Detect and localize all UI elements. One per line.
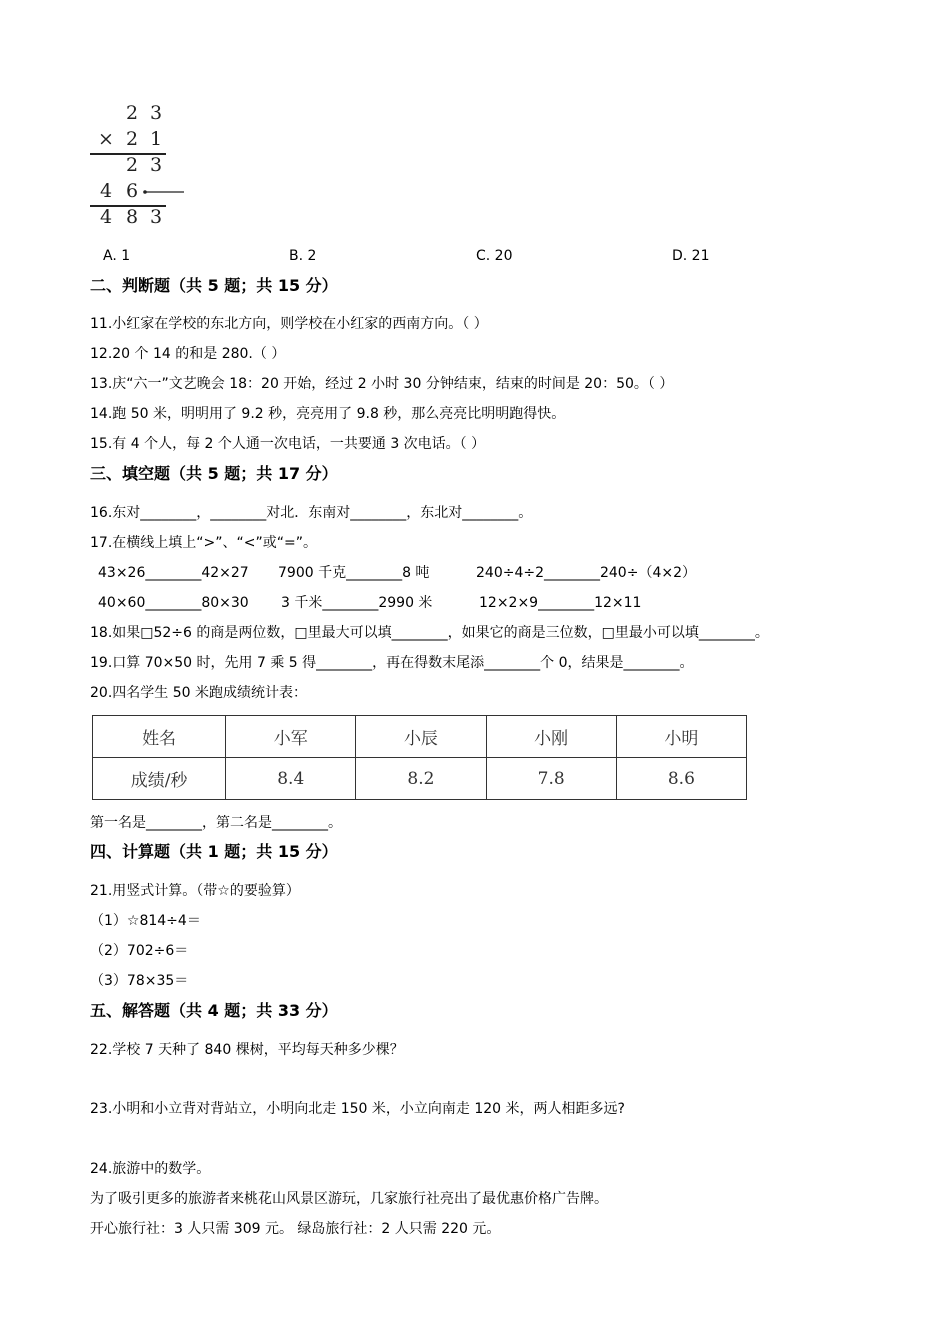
question-17-item: 3 千米________2990 米 xyxy=(281,595,433,611)
question-13: 13.庆“六一”文艺晚会 18：20 开始，经过 2 小时 30 分钟结束，结束的时间是 20：50。（ ） xyxy=(90,376,674,392)
question-18: 18.如果□52÷6 的商是两位数，□里最大可以填________，如果它的商是三位数，□里最小可以填________。 xyxy=(90,625,769,641)
question-11: 11.小红家在学校的东北方向，则学校在小红家的西南方向。（ ） xyxy=(90,316,488,332)
calc-digit: 3 xyxy=(150,206,163,228)
question-21-1: （1）☆814÷4＝ xyxy=(90,913,201,929)
question-23: 23.小明和小立背对背站立，小明向北走 150 米，小立向南走 120 米，两人相距多远? xyxy=(90,1101,625,1117)
question-24: 24.旅游中的数学。 xyxy=(90,1161,211,1177)
table-header-cell: 小明 xyxy=(616,716,746,758)
calc-digit: 3 xyxy=(150,154,163,176)
question-21-2: （2）702÷6＝ xyxy=(90,943,189,959)
section-heading-fill-in: 三、填空题（共 5 题；共 17 分） xyxy=(90,464,338,483)
question-17-item: 43×26________42×27 xyxy=(98,565,249,581)
calc-digit: 3 xyxy=(150,102,163,124)
running-score-table xyxy=(92,715,747,800)
question-17-item: 12×2×9________12×11 xyxy=(479,595,642,611)
table-cell: 8.4 xyxy=(226,758,356,800)
question-12: 12.20 个 14 的和是 280.（ ） xyxy=(90,346,286,362)
question-17-item: 40×60________80×30 xyxy=(98,595,249,611)
option-b[interactable]: B. 2 xyxy=(289,248,317,264)
question-20-answer: 第一名是________，第二名是________。 xyxy=(90,815,342,831)
section-heading-calculation: 四、计算题（共 1 题；共 15 分） xyxy=(90,842,338,861)
table-header-cell: 小刚 xyxy=(486,716,616,758)
vertical-multiplication-figure xyxy=(88,100,198,235)
option-d[interactable]: D. 21 xyxy=(672,248,710,264)
question-20: 20.四名学生 50 米跑成绩统计表： xyxy=(90,685,307,701)
question-17: 17.在横线上填上“>”、“<”或“=”。 xyxy=(90,535,317,551)
table-row xyxy=(93,758,747,800)
question-19: 19.口算 70×50 时，先用 7 乘 5 得________，再在得数末尾添________个 0，结果是________。 xyxy=(90,655,694,671)
question-17-item: 240÷4÷2________240÷（4×2） xyxy=(476,565,696,581)
table-header-cell: 姓名 xyxy=(93,716,226,758)
section-heading-problems: 五、解答题（共 4 题；共 33 分） xyxy=(90,1001,338,1020)
calc-digit: 2 xyxy=(126,102,139,124)
calc-digit: 2 xyxy=(126,154,139,176)
question-24-line-2: 开心旅行社：3 人只需 309 元。 绿岛旅行社：2 人只需 220 元。 xyxy=(90,1221,501,1237)
question-22: 22.学校 7 天种了 840 棵树，平均每天种多少棵？ xyxy=(90,1042,404,1058)
question-14: 14.跑 50 米，明明用了 9.2 秒，亮亮用了 9.8 秒，那么亮亮比明明跑得快。 xyxy=(90,406,566,422)
calc-digit: 6 xyxy=(126,180,139,202)
calc-digit: 4 xyxy=(100,180,113,202)
multiply-sign: × xyxy=(98,128,114,150)
question-15: 15.有 4 个人，每 2 个人通一次电话，一共要通 3 次电话。（ ） xyxy=(90,436,486,452)
calc-digit: 1 xyxy=(150,128,163,150)
section-heading-judgment: 二、判断题（共 5 题；共 15 分） xyxy=(90,276,338,295)
table-cell: 7.8 xyxy=(486,758,616,800)
question-21-3: （3）78×35＝ xyxy=(90,973,189,989)
option-c[interactable]: C. 20 xyxy=(476,248,513,264)
table-cell: 8.2 xyxy=(356,758,486,800)
table-header-cell: 小辰 xyxy=(356,716,486,758)
calc-digit: 4 xyxy=(100,206,113,228)
left-arrow-icon xyxy=(142,186,186,198)
question-17-item: 7900 千克________8 吨 xyxy=(278,565,430,581)
table-header-cell: 小军 xyxy=(226,716,356,758)
calc-digit: 2 xyxy=(126,128,139,150)
calc-digit: 8 xyxy=(126,206,139,228)
table-row xyxy=(93,716,747,758)
table-cell: 8.6 xyxy=(616,758,746,800)
question-16: 16.东对________，________对北．东南对________，东北对________。 xyxy=(90,505,533,521)
option-a[interactable]: A. 1 xyxy=(103,248,131,264)
question-24-line-1: 为了吸引更多的旅游者来桃花山风景区游玩，几家旅行社亮出了最优惠价格广告牌。 xyxy=(90,1191,608,1207)
table-cell: 成绩/秒 xyxy=(93,758,226,800)
question-21: 21.用竖式计算。（带☆的要验算） xyxy=(90,883,300,899)
